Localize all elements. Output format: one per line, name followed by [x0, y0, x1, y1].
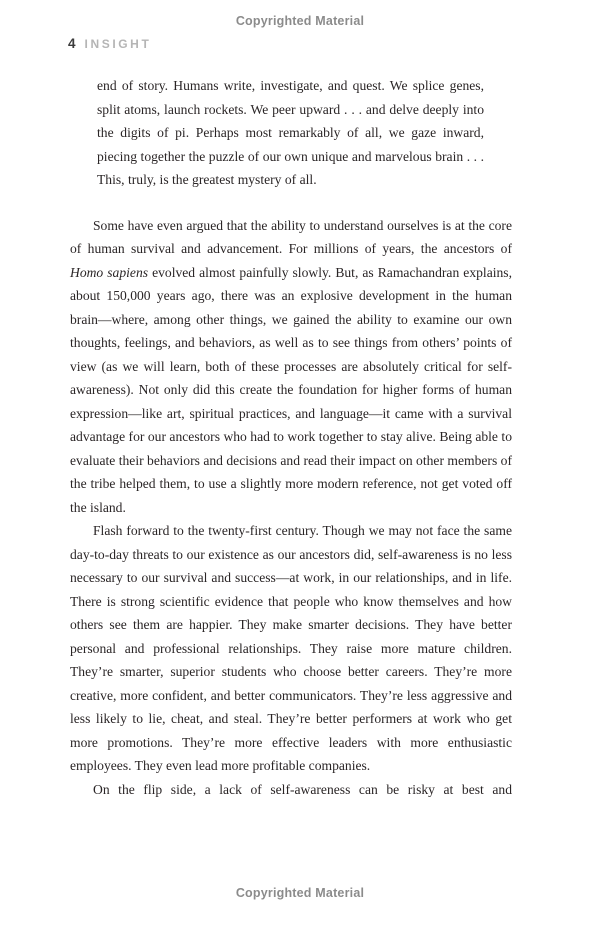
copyright-notice-top: Copyrighted Material	[235, 14, 365, 28]
running-head-title: INSIGHT	[84, 37, 152, 51]
paragraph-text-after-italic: evolved almost painfully slowly. But, as Ramachandran explains, about 150,000 years ago, there was an explosive development in the human brain—where, among other things, we gained the ability to examine our own thoughts, feelings, and behaviors, as well as to see things from others’ points of view (as we will learn, both of these processes are absolutely critical for self-awareness). Not only did this create the foundation for higher forms of human expression—like art, spiritual practices, and language—it came with a survival advantage for our ancestors who had to work together to stay alive. Being able to evaluate their behaviors and decisions and read their impact on other members of the tribe helped them, to use a slightly more modern reference, not get voted off the island.	[70, 264, 512, 515]
copyright-notice-bottom: Copyrighted Material	[235, 886, 365, 900]
block-quote: end of story. Humans write, investigate, and quest. We splice genes, split atoms, launch rockets. We peer upward . . . and delve deeply into the digits of pi. Perhaps most remarkably of all, we gaze inward, piecing together the puzzle of our own unique and marvelous brain . . . This, truly, is the greatest mystery of all.	[97, 78, 484, 187]
page-header	[68, 35, 151, 53]
paragraph-flash-forward: Flash forward to the twenty-first century. Though we may not face the same day-to-day threats to our existence as our ancestors did, self-awareness is no less necessary to our survival and success—at work, in our relationships, and in life. There is strong scientific evidence that people who know themselves and how others see them are happier. They make smarter decisions. They have better personal and professional relationships. They raise more mature children. They’re smarter, superior students who choose better careers. They’re more creative, more confident, and better communicators. They’re less aggressive and less likely to lie, cheat, and steal. They’re better performers at work who get more promotions. They’re more effective leaders with more enthusiastic employees. They even lead more profitable companies.	[70, 523, 512, 773]
text-block	[70, 74, 512, 801]
paragraph-text-before-italic: Some have even argued that the ability to understand ourselves is at the core of human survival and advancement. For millions of years, the ancestors of	[70, 217, 512, 256]
italic-species-name: Homo sapiens	[70, 264, 149, 280]
paragraph-self-understanding	[70, 214, 512, 520]
page-number: 4	[68, 36, 76, 51]
paragraph-flip-side: On the flip side, a lack of self-awareness can be risky at best and	[93, 781, 512, 797]
